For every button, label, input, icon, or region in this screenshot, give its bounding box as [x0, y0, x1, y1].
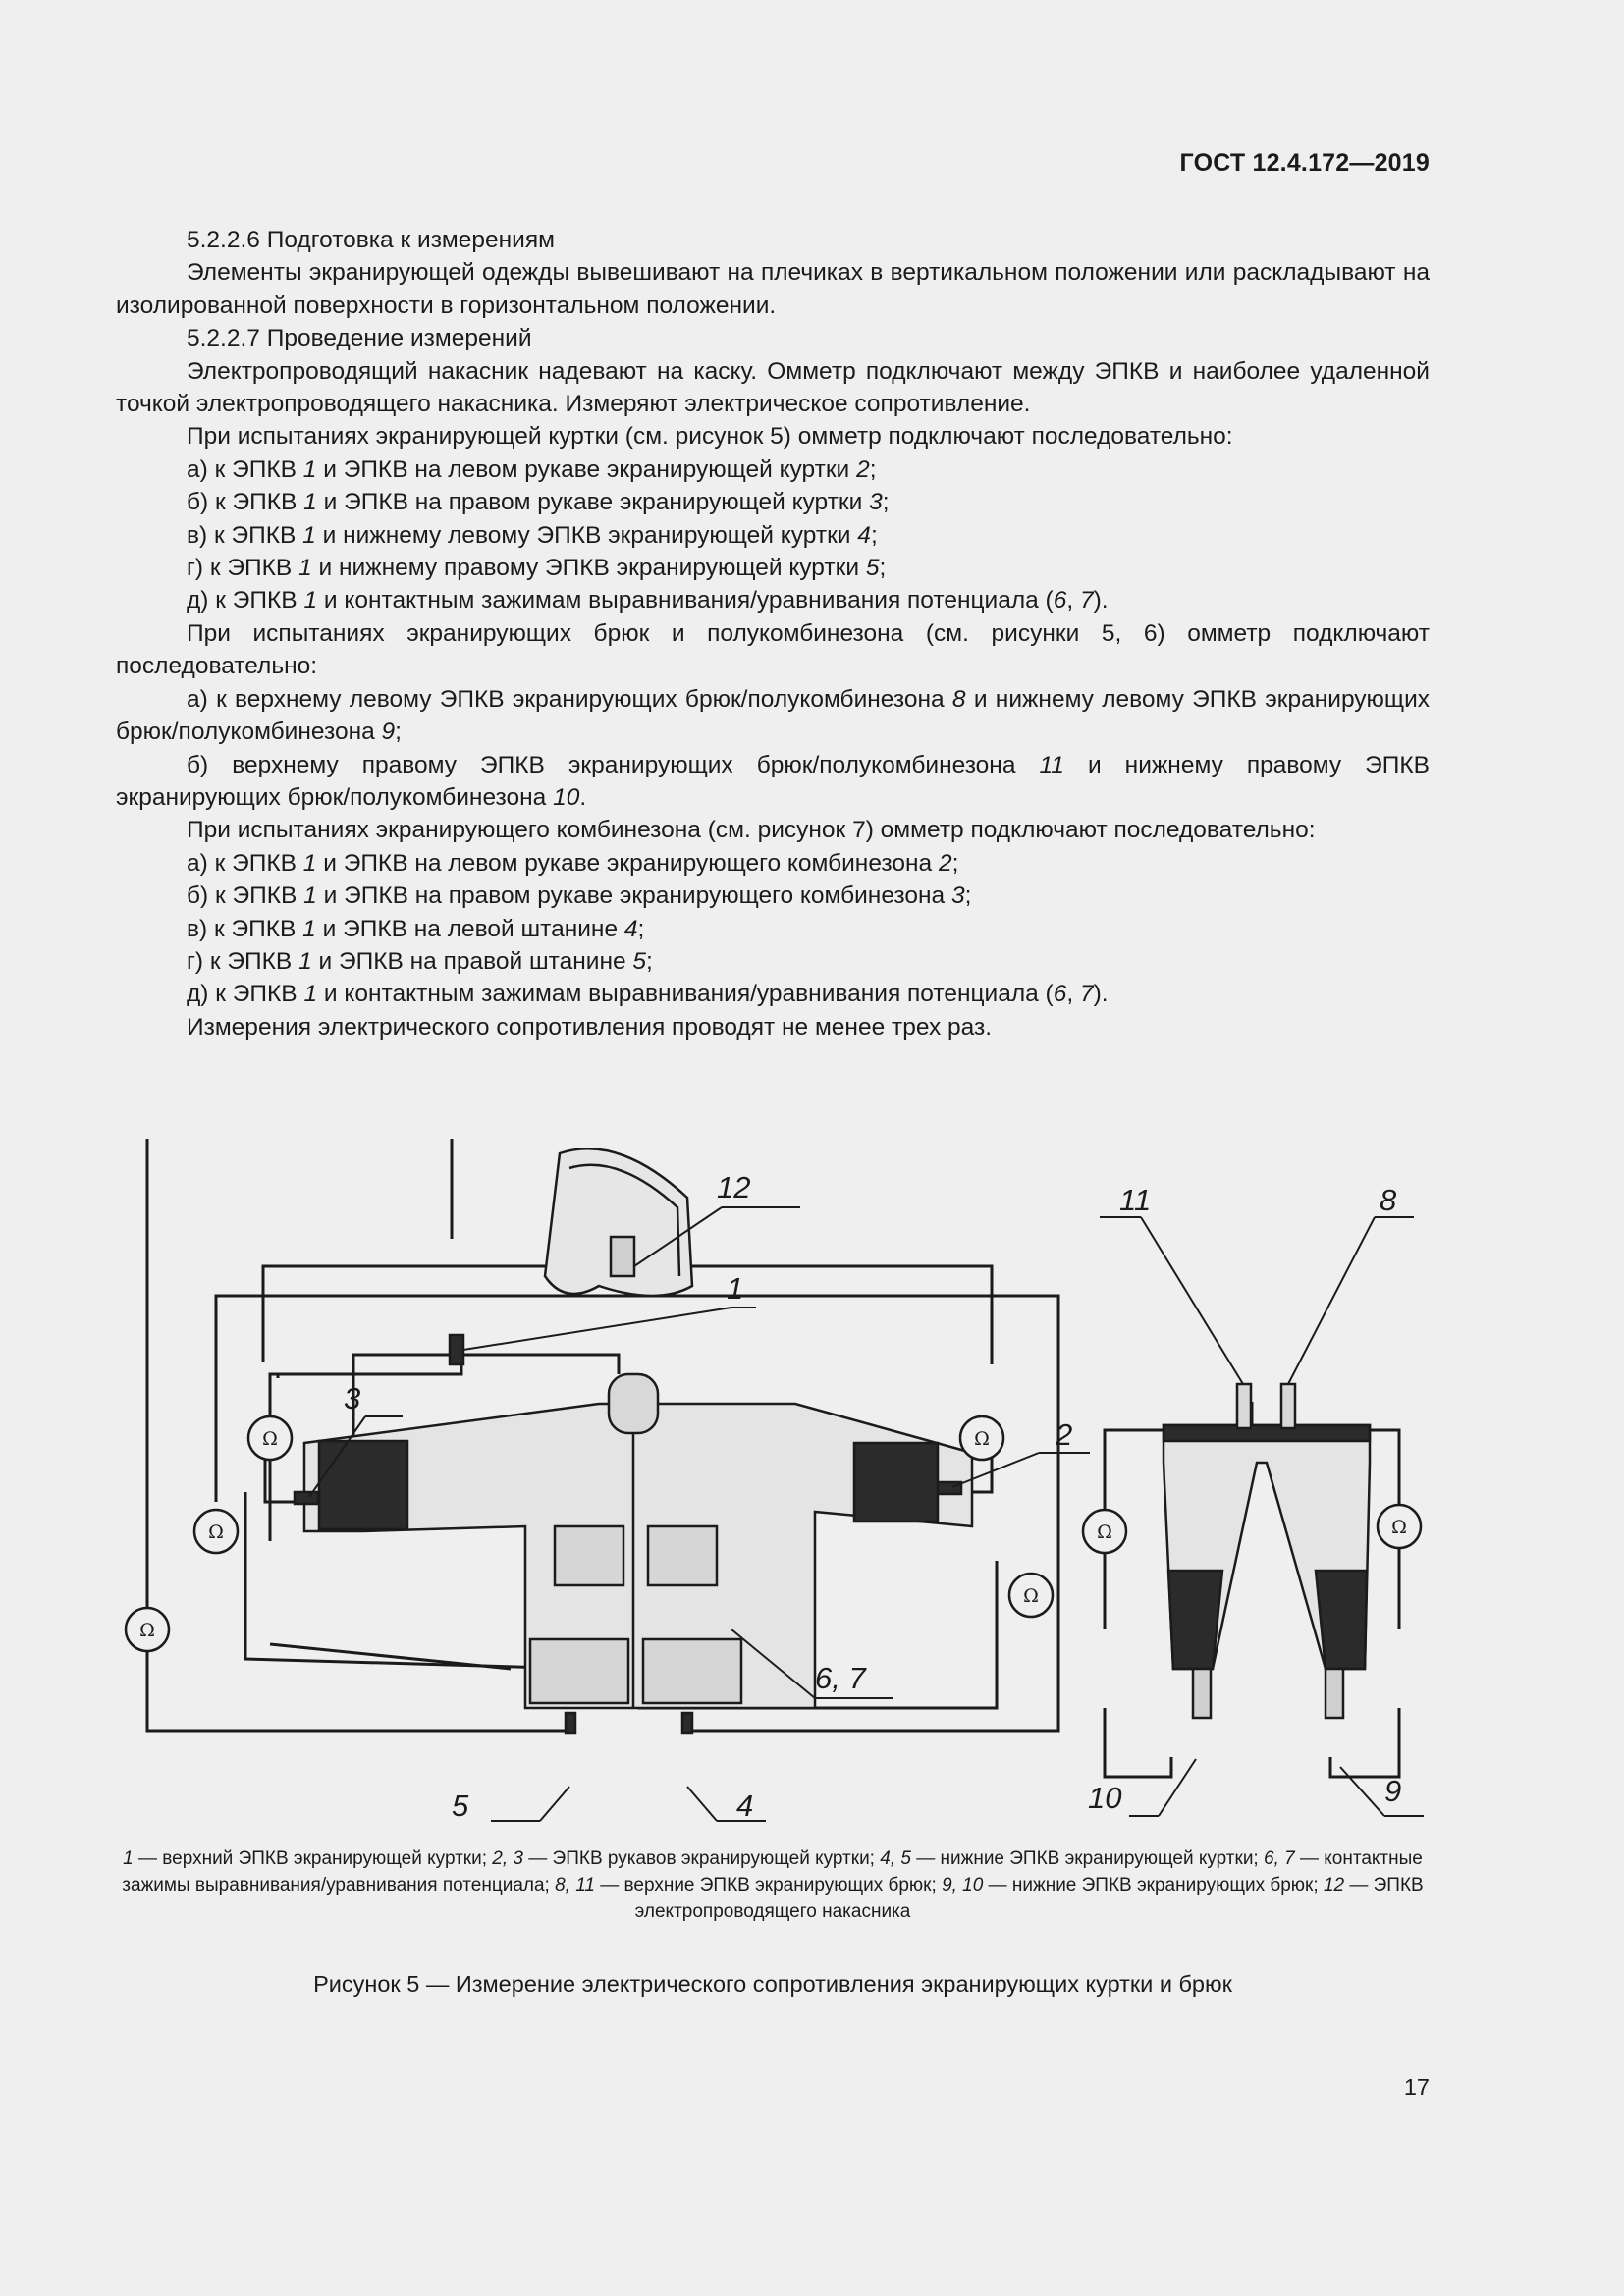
figure-legend: 1 — верхний ЭПКВ экранирующей куртки; 2, 3 — ЭПКВ рукавов экранирующей куртки; 4, 5 — нижние ЭПКВ экранирующей куртки; 6, 7 — контактные зажимы выравнивания/уравнивания потенциала; 8, 11 — верхние ЭПКВ экранирующих брюк; 9, 10 — нижние ЭПКВ экранирующих брюк; 12 — ЭПКВ электропроводящего накасника	[122, 1848, 1424, 1922]
label-3: 3	[344, 1381, 361, 1415]
leader-line	[1159, 1759, 1196, 1816]
list-item: б) к ЭПКВ 1 и ЭПКВ на правом рукаве экранирующего комбинезона 3;	[187, 882, 972, 910]
list-item: д) к ЭПКВ 1 и контактным зажимам выравнивания/уравнивания потенциала (6, 7).	[187, 981, 1109, 1008]
paragraph: Измерения электрического сопротивления проводят не менее трех раз.	[187, 1013, 993, 1041]
contact-waist-left	[1281, 1384, 1295, 1428]
leader-line	[1141, 1217, 1243, 1384]
label-10: 10	[1088, 1781, 1122, 1815]
omega-symbol: Ω	[262, 1428, 278, 1450]
leader-line	[1288, 1217, 1375, 1384]
list-item: д) к ЭПКВ 1 и контактным зажимам выравнивания/уравнивания потенциала (6, 7).	[187, 587, 1109, 614]
label-8: 8	[1380, 1183, 1397, 1217]
list-item: а) к верхнему левому ЭПКВ экранирующих брюк/полукомбинезона 8 и нижнему левому ЭПКВ экранирующих брюк/полукомбинезона 9;	[116, 685, 1431, 746]
knee-pad-right	[1316, 1571, 1367, 1669]
jacket-pocket	[555, 1526, 623, 1585]
label-2: 2	[1056, 1417, 1073, 1452]
label-11: 11	[1119, 1183, 1152, 1217]
label-12: 12	[717, 1170, 751, 1204]
paragraph: Элементы экранирующей одежды вывешивают на плечиках в вертикальном положении или раскладывают на изолированной поверхности в горизонтальном положении.	[116, 259, 1430, 319]
omega-symbol: Ω	[974, 1428, 990, 1450]
contact-leg-left	[1193, 1669, 1211, 1718]
body-text	[116, 224, 1430, 1043]
list-item: а) к ЭПКВ 1 и ЭПКВ на левом рукаве экранирующего комбинезона 2;	[187, 849, 959, 877]
leader-line	[687, 1787, 717, 1821]
omega-symbol: Ω	[1097, 1522, 1112, 1543]
contact-bottom-right	[682, 1713, 692, 1733]
contact-sleeve-left	[295, 1492, 318, 1504]
jacket-pocket	[648, 1526, 717, 1585]
omega-symbol: Ω	[1023, 1585, 1039, 1607]
contact-bottom-left	[566, 1713, 575, 1733]
list-item: б) к ЭПКВ 1 и ЭПКВ на правом рукаве экранирующей куртки 3;	[187, 489, 890, 516]
leader-line	[1340, 1767, 1384, 1816]
figure-caption: Рисунок 5 — Измерение электрического сопротивления экранирующих куртки и брюк	[313, 1971, 1232, 1997]
list-item: в) к ЭПКВ 1 и нижнему левому ЭПКВ экранирующей куртки 4;	[187, 521, 878, 549]
leader-line	[540, 1787, 569, 1821]
jacket-collar	[609, 1374, 658, 1433]
label-9: 9	[1384, 1774, 1402, 1808]
contact-leg-right	[1326, 1669, 1343, 1718]
label-1: 1	[727, 1271, 744, 1306]
omega-symbol: Ω	[1391, 1517, 1407, 1538]
figure-drawing	[108, 1139, 1443, 1826]
jacket-pocket	[530, 1639, 628, 1703]
hood-contact	[611, 1237, 634, 1276]
omega-symbol: Ω	[208, 1522, 224, 1543]
list-item: а) к ЭПКВ 1 и ЭПКВ на левом рукаве экранирующей куртки 2;	[187, 455, 877, 483]
trousers-waistband	[1164, 1425, 1370, 1441]
figure-5	[108, 1139, 1443, 1826]
list-item: г) к ЭПКВ 1 и ЭПКВ на правой штанине 5;	[187, 947, 653, 975]
sleeve-cuff-right	[854, 1443, 938, 1522]
list-item: б) верхнему правому ЭПКВ экранирующих брюк/полукомбинезона 11 и нижнему правому ЭПКВ экранирующих брюк/полукомбинезона 10.	[116, 751, 1430, 811]
contact-waist-right	[1237, 1384, 1251, 1428]
paragraph: Электропроводящий накасник надевают на каску. Омметр подключают между ЭПКВ и наиболее удаленной точкой электропроводящего накасника. Измеряют электрическое сопротивление.	[116, 357, 1430, 418]
jacket-pocket	[643, 1639, 741, 1703]
label-5: 5	[452, 1789, 469, 1823]
page-number: 17	[1403, 2074, 1430, 2100]
leader-line	[463, 1308, 731, 1350]
omega-symbol: Ω	[139, 1620, 155, 1641]
list-item: г) к ЭПКВ 1 и нижнему правому ЭПКВ экранирующей куртки 5;	[187, 555, 887, 582]
section-title: 5.2.2.6 Подготовка к измерениям	[187, 227, 555, 253]
section-title: 5.2.2.7 Проведение измерений	[187, 325, 532, 352]
label-6-7: 6, 7	[815, 1661, 866, 1695]
sleeve-cuff-left	[319, 1441, 407, 1529]
label-4: 4	[736, 1789, 754, 1823]
contact-top	[450, 1335, 463, 1364]
document-id: ГОСТ 12.4.172—2019	[1179, 149, 1430, 177]
paragraph: При испытаниях экранирующего комбинезона (см. рисунок 7) омметр подключают последовательно:	[187, 817, 1316, 844]
wire	[1105, 1708, 1171, 1777]
knee-pad-left	[1168, 1571, 1222, 1669]
paragraph: При испытаниях экранирующей куртки (см. рисунок 5) омметр подключают последовательно:	[187, 423, 1233, 451]
paragraph: При испытаниях экранирующих брюк и полукомбинезона (см. рисунки 5, 6) омметр подключают последовательно:	[116, 619, 1430, 680]
list-item: в) к ЭПКВ 1 и ЭПКВ на левой штанине 4;	[187, 915, 645, 942]
